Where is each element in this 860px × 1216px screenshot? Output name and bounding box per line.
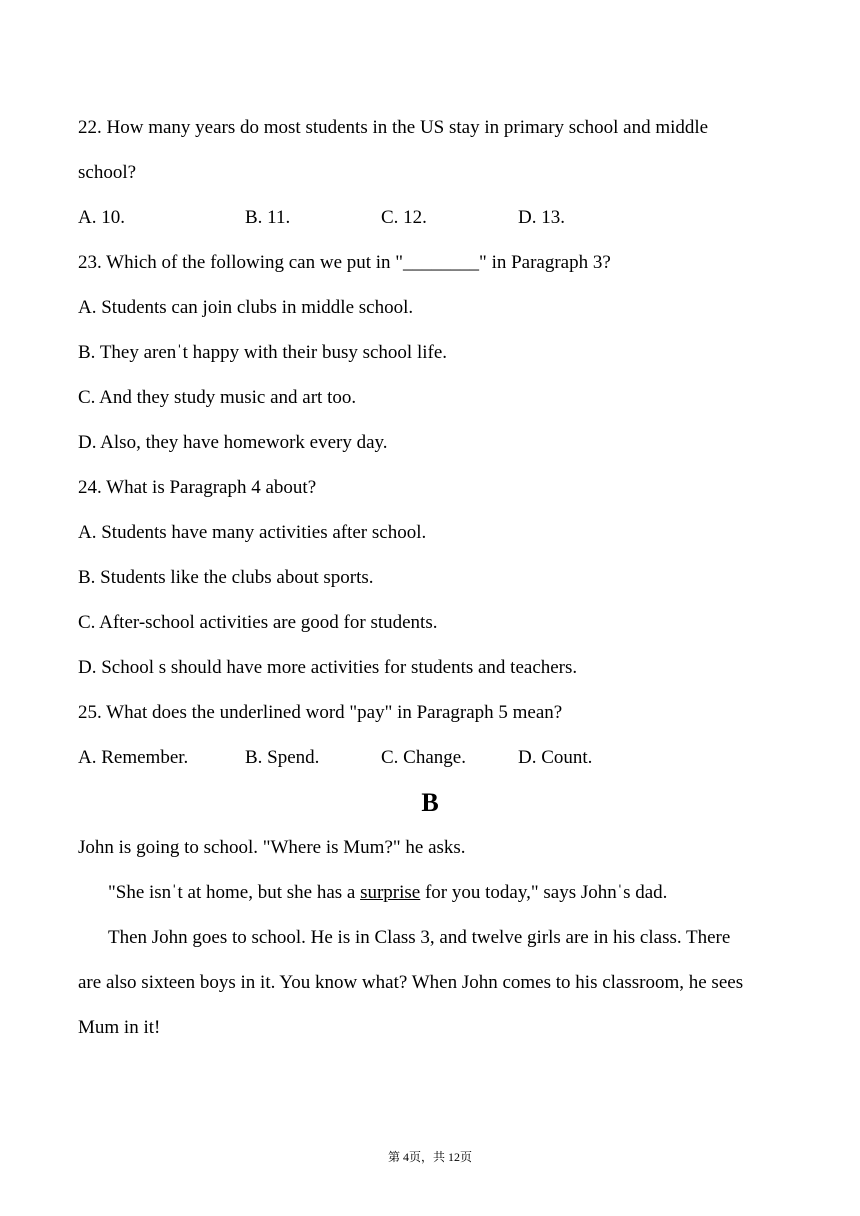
paragraph-2-text-after: for you today," says Johnˈs dad. [420, 882, 668, 903]
question-25-option-b: B. Spend. [245, 747, 320, 768]
question-22-line-2: school? [78, 162, 137, 183]
question-22-line-1: 22. How many years do most students in the US stay in primary school and middle [78, 117, 709, 138]
paragraph-2-text-before: "She isnˈt at home, but she has a [108, 882, 361, 903]
question-25-option-a: A. Remember. [78, 747, 189, 768]
question-25-option-c: C. Change. [381, 747, 466, 768]
question-22-option-c: C. 12. [381, 207, 427, 228]
question-25-stem: 25. What does the underlined word "pay" in Paragraph 5 mean? [78, 702, 563, 723]
question-25-option-d: D. Count. [518, 747, 593, 768]
question-23-stem: 23. Which of the following can we put in "________" in Paragraph 3? [78, 252, 611, 273]
question-23-option-b: B. They arenˈt happy with their busy school life. [78, 342, 448, 363]
question-24-option-d: D. School s should have more activities for students and teachers. [78, 657, 578, 678]
underlined-word-surprise: surprise [360, 882, 421, 903]
question-23-option-c: C. And they study music and art too. [78, 387, 357, 408]
question-24-option-c: C. After-school activities are good for students. [78, 612, 438, 633]
question-24-stem: 24. What is Paragraph 4 about? [78, 477, 317, 498]
passage-b-paragraph-2 [108, 881, 667, 905]
question-23-option-d: D. Also, they have homework every day. [78, 432, 388, 453]
question-22-option-d: D. 13. [518, 207, 565, 228]
page-footer: 第 4页，共 12页 [387, 1150, 472, 1164]
question-23-option-a: A. Students can join clubs in middle school. [78, 297, 414, 318]
passage-b-paragraph-1: John is going to school. "Where is Mum?" he asks. [78, 837, 466, 858]
question-22-option-b: B. 11. [245, 207, 291, 228]
question-24-option-b: B. Students like the clubs about sports. [78, 567, 374, 588]
passage-b-paragraph-3-line-3: Mum in it! [78, 1017, 161, 1038]
passage-b-paragraph-3-line-2: are also sixteen boys in it. You know what? When John comes to his classroom, he sees [78, 972, 744, 993]
passage-b-paragraph-3-line-1: Then John goes to school. He is in Class 3, and twelve girls are in his class. There [108, 927, 731, 948]
question-22-option-a: A. 10. [78, 207, 125, 228]
section-b-title: B [421, 788, 439, 817]
question-24-option-a: A. Students have many activities after school. [78, 522, 427, 543]
